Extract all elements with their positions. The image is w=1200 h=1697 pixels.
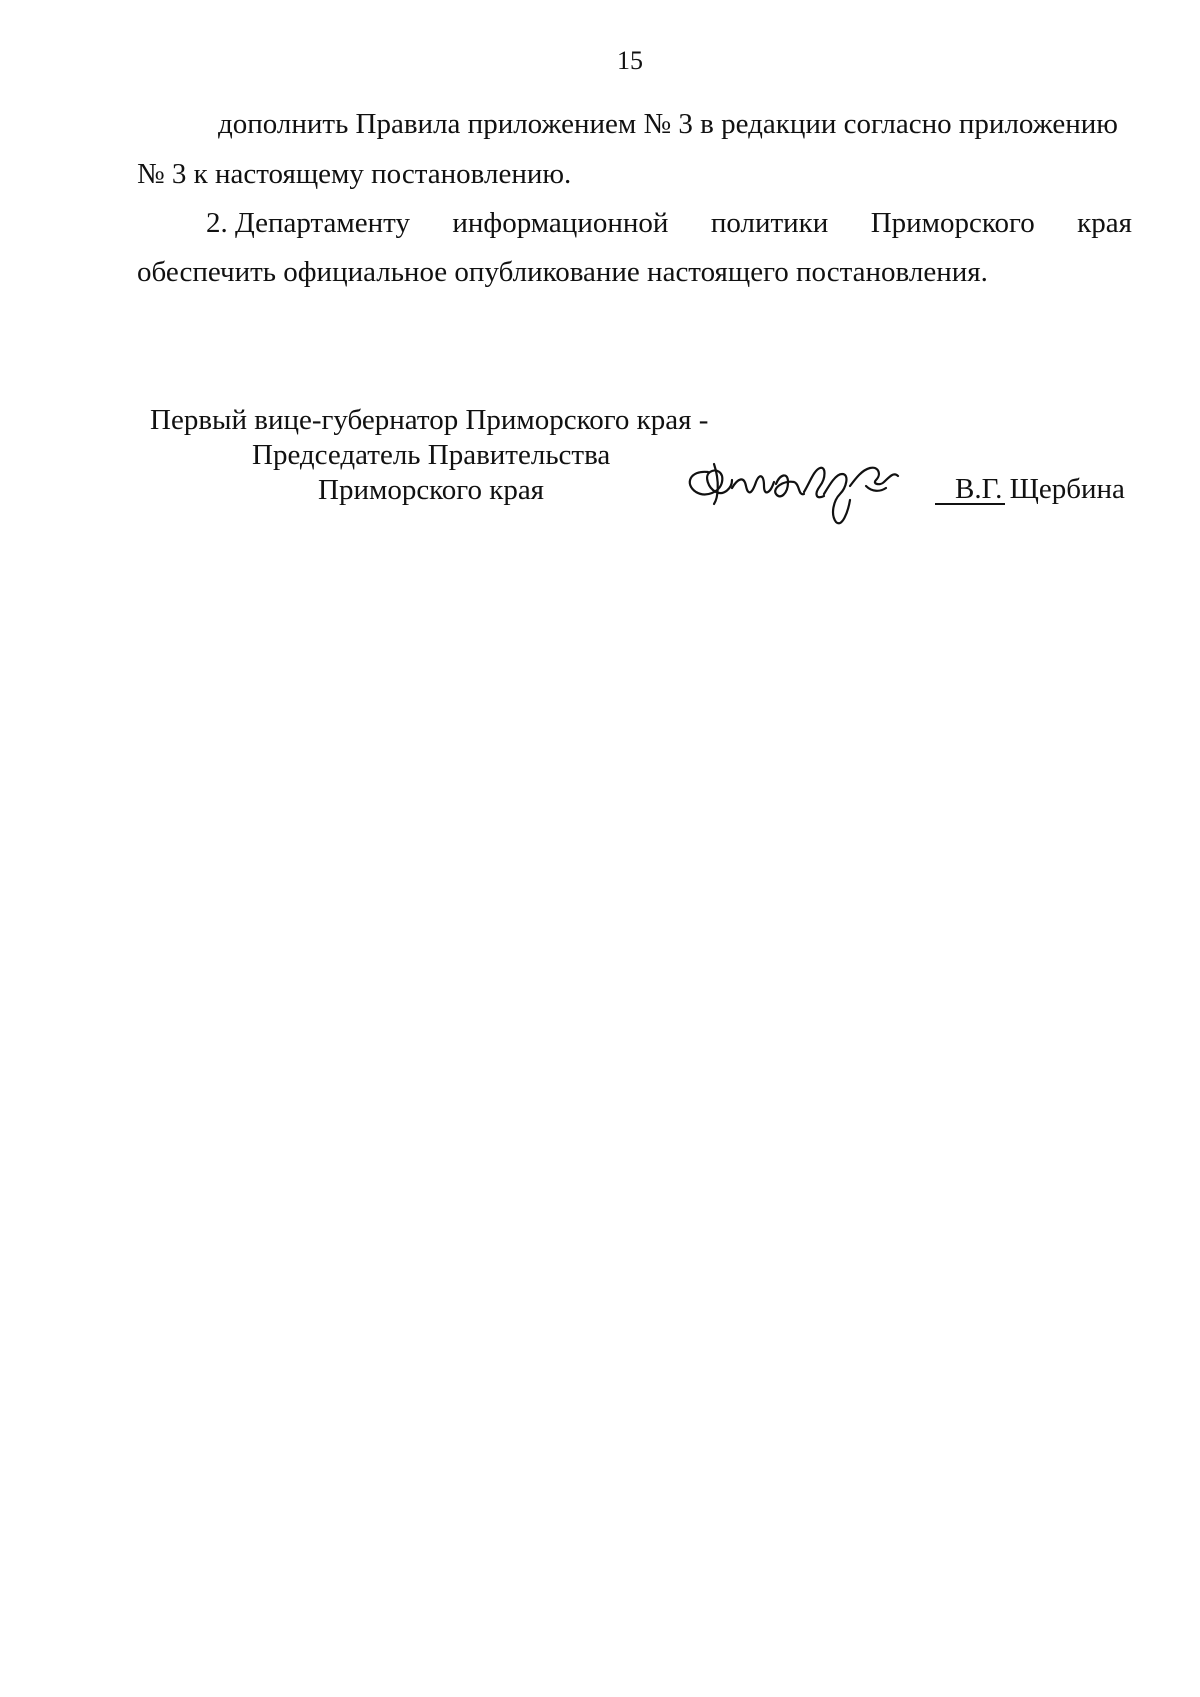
item-2-line-1 <box>206 203 1132 243</box>
item-2-word: Приморского <box>870 207 1035 239</box>
signer-name: В.Г. Щербина <box>955 473 1125 505</box>
signatory-position-line-1: Первый вице-губернатор Приморского края - <box>150 404 709 436</box>
signatory-position-line-3: Приморского края <box>318 474 545 506</box>
item-2-line-2: обеспечить официальное опубликование настоящего постановления. <box>137 256 988 288</box>
paragraph-line-2: № 3 к настоящему постановлению. <box>137 158 572 190</box>
item-2-word: 2. Департаменту <box>206 207 410 239</box>
item-2-word: политики <box>710 207 829 239</box>
item-2-word: края <box>1077 207 1132 239</box>
page-number: 15 <box>617 46 643 75</box>
item-2-word: информационной <box>452 207 669 239</box>
paragraph-line-1: дополнить Правила приложением № 3 в редакции согласно приложению <box>218 108 1118 140</box>
handwritten-signature <box>680 442 950 532</box>
signatory-position-line-2: Председатель Правительства <box>252 439 611 471</box>
